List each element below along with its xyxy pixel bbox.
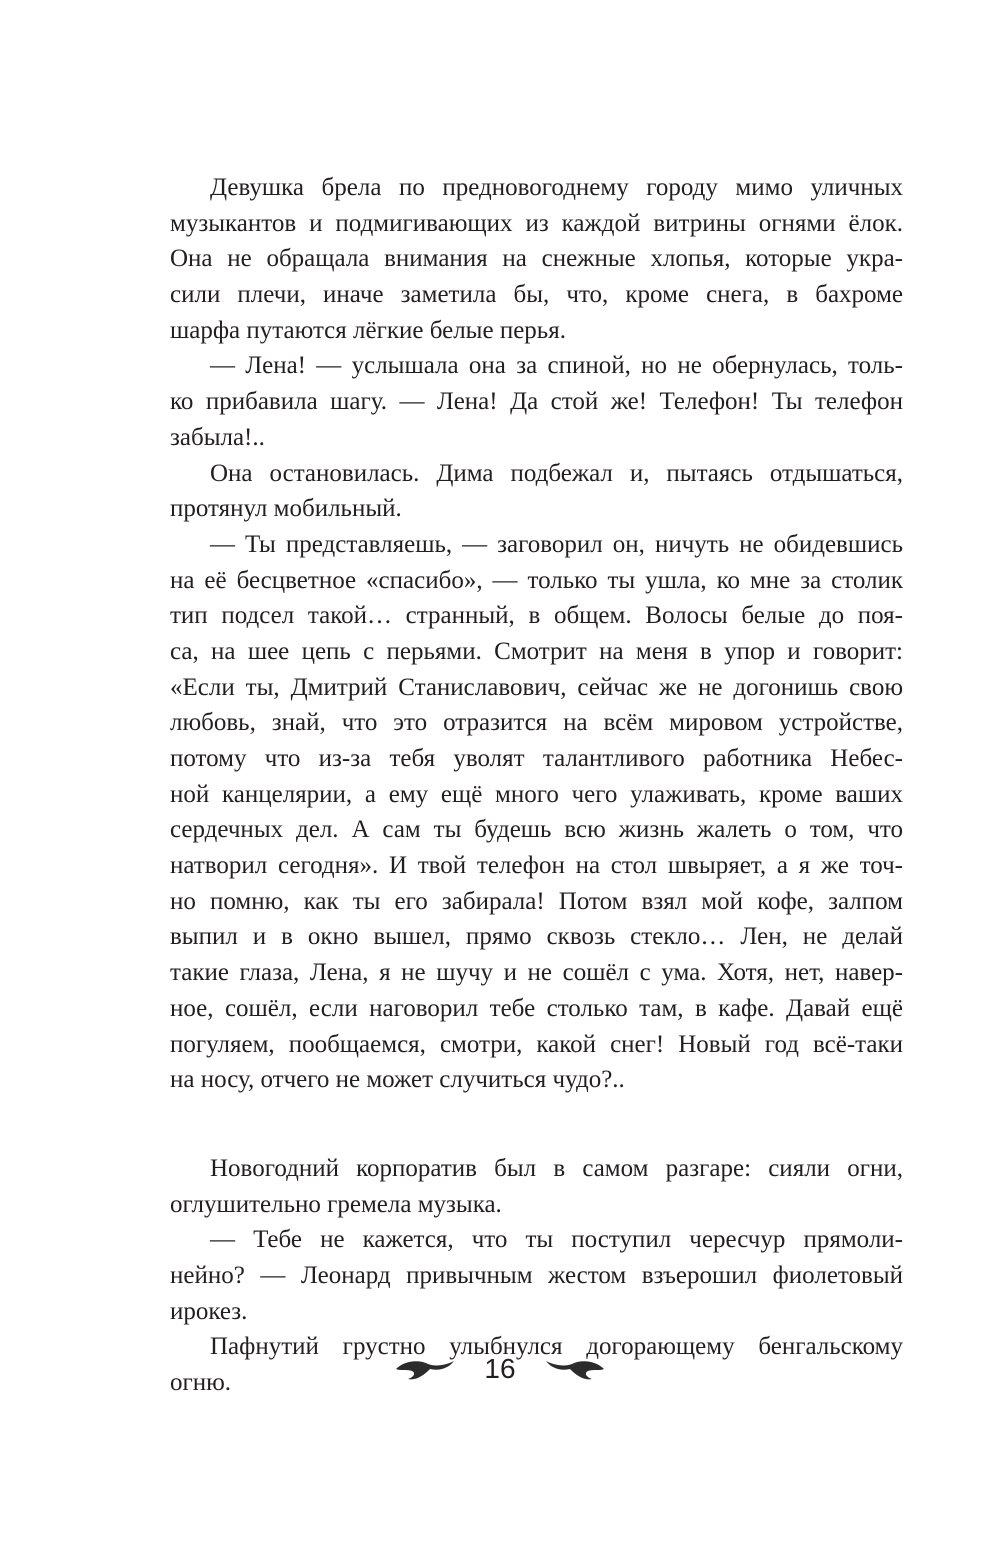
text-line: нейно? — Леонард привычным жестом взъерошил фиолетовый: [170, 1261, 903, 1289]
text-line: Девушка брела по предновогоднему городу мимо уличных: [210, 174, 903, 201]
text-line: огню.: [170, 1369, 232, 1396]
text-line: любовь, знай, что это отразится на всём мировом устройстве,: [170, 709, 903, 737]
text-line: такие глаза, Лена, я не шучу и не сошёл с ума. Хотя, нет, навер-: [170, 959, 903, 987]
text-line: выпил и в окно вышел, прямо сквозь стекло… Лен, не делай: [170, 923, 903, 951]
page-number: 16: [484, 1353, 516, 1384]
page-footer: [0, 1353, 1000, 1385]
text-line: са, на шее цепь с перьями. Смотрит на меня в упор и говорит:: [170, 637, 903, 665]
text-line: ко прибавила шагу. — Лена! Да стой же! Телефон! Ты телефон: [170, 388, 903, 416]
right-ornament-icon: [544, 1355, 606, 1383]
text-line: на её бесцветное «спасибо», — только ты ушла, ко мне за столик: [170, 566, 903, 594]
text-line: «Если ты, Дмитрий Станиславович, сейчас же не догонишь свою: [170, 673, 903, 701]
text-line: потому что из-за тебя уволят талантливого работника Небес-: [170, 745, 903, 772]
text-line: Пафнутий грустно улыбнулся догорающему бенгальскому: [210, 1333, 903, 1361]
text-line: — Ты представляешь, — заговорил он, ничуть не обидевшись: [210, 530, 903, 558]
text-line: тип подсел такой… странный, в общем. Волосы белые до поя-: [170, 602, 903, 630]
text-line: на носу, отчего не может случиться чудо?..: [170, 1066, 625, 1094]
text-line: ирокез.: [170, 1297, 248, 1325]
text-line: сердечных дел. А сам ты будешь всю жизнь жалеть о том, что: [170, 816, 903, 844]
text-line: музыкантов и подмигивающих из каждой витрины огнями ёлок.: [170, 209, 903, 237]
text-line: шарфа путаются лёгкие белые перья.: [170, 316, 566, 344]
text-line: Она остановилась. Дима подбежал и, пытаясь отдышаться,: [210, 459, 903, 487]
text-line: Новогодний корпоратив был в самом разгаре: сияли огни,: [210, 1154, 903, 1182]
text-line: сили плечи, иначе заметила бы, что, кроме снега, в бахроме: [170, 281, 903, 309]
text-line: — Тебе не кажется, что ты поступил чересчур прямоли-: [210, 1226, 903, 1254]
left-ornament-icon: [394, 1355, 456, 1383]
text-line: — Лена! — услышала она за спиной, но не обернулась, толь-: [210, 352, 903, 380]
text-line: Она не обращала внимания на снежные хлопья, которые укра-: [170, 245, 903, 273]
text-line: забыла!..: [170, 423, 265, 451]
text-line: ной канцелярии, а ему ещё много чего улаживать, кроме ваших: [170, 780, 903, 808]
text-line: ное, сошёл, если наговорил тебе столько там, в кафе. Давай ещё: [170, 994, 903, 1022]
text-line: но помню, как ты его забирала! Потом взял мой кофе, залпом: [170, 887, 903, 915]
book-text: [170, 170, 903, 1401]
text-line: погуляем, пообщаемся, смотри, какой снег! Новый год всё-таки: [170, 1030, 903, 1058]
text-line: оглушительно гремела музыка.: [170, 1190, 502, 1218]
text-line: натворил сегодня». И твой телефон на стол швыряет, а я же точ-: [170, 852, 903, 880]
section-break: [170, 1098, 903, 1151]
text-line: протянул мобильный.: [170, 495, 402, 523]
